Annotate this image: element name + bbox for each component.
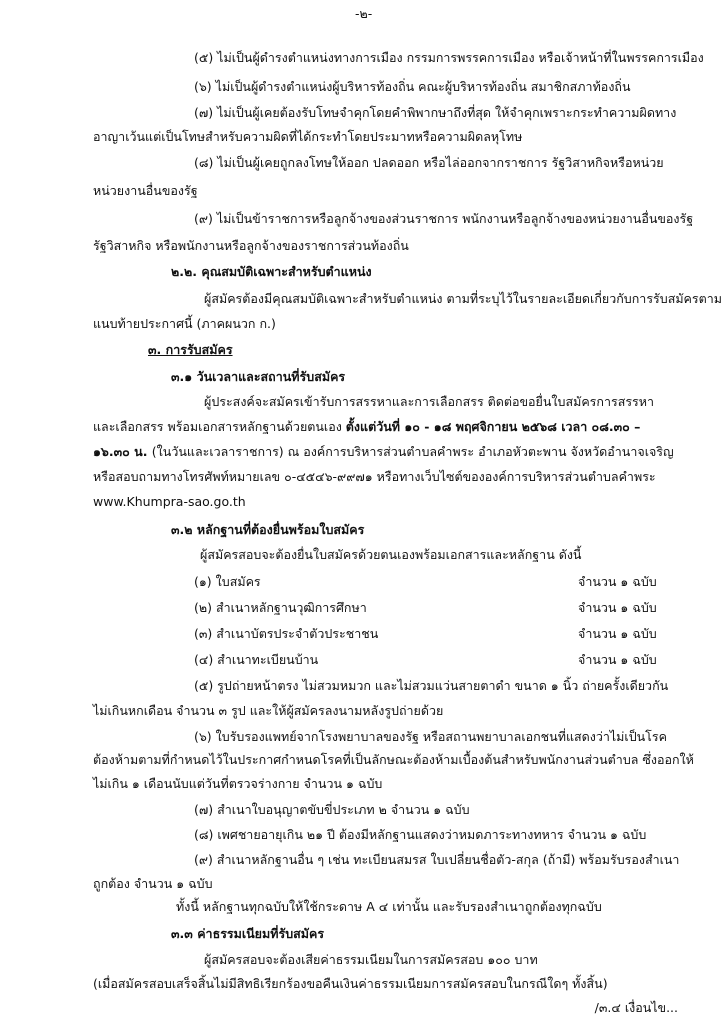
document-item-5-line-1: (๕) รูปถ่ายหน้าตรง ไม่สวมหมวก และไม่สวมแว่นสายตาดำ ขนาด ๑ นิ้ว ถ่ายครั้งเดียวกัน bbox=[194, 678, 669, 693]
document-item-4: (๔) สำเนาทะเบียนบ้าน bbox=[194, 652, 319, 667]
qualification-8-line-1: (๘) ไม่เป็นผู้เคยถูกลงโทษให้ออก ปลดออก หรือไล่ออกจากราชการ รัฐวิสาหกิจหรือหน่วย bbox=[194, 155, 664, 170]
section-3-1-heading: ๓.๑ วันเวลาและสถานที่รับสมัคร bbox=[171, 369, 346, 384]
document-item-1-qty: จำนวน ๑ ฉบับ bbox=[578, 574, 657, 589]
section-3-3-line-2: (เมื่อสมัครสอบเสร็จสิ้นไม่มีสิทธิเรียกร้องขอคืนเงินค่าธรรมเนียมการสมัครสอบในกรณีใดๆ ทั้งสิ้น) bbox=[93, 976, 608, 991]
qualification-6: (๖) ไม่เป็นผู้ดำรงตำแหน่งผู้บริหารท้องถิ่น คณะผู้บริหารท้องถิ่น สมาชิกสภาท้องถิ่น bbox=[194, 79, 631, 94]
section-3-heading: ๓. การรับสมัคร bbox=[148, 342, 233, 357]
document-item-2: (๒) สำเนาหลักฐานวุฒิการศึกษา bbox=[194, 600, 367, 615]
document-item-1: (๑) ใบสมัคร bbox=[194, 574, 261, 589]
qualification-5: (๕) ไม่เป็นผู้ดำรงตำแหน่งทางการเมือง กรรมการพรรคการเมือง หรือเจ้าหน้าที่ในพรรคการเมือง bbox=[194, 50, 704, 65]
qualification-8-line-2: หน่วยงานอื่นของรัฐ bbox=[93, 183, 198, 198]
document-item-9-line-2: ถูกต้อง จำนวน ๑ ฉบับ bbox=[93, 876, 213, 891]
document-item-6-line-2: ต้องห้ามตามที่กำหนดไว้ในประกาศกำหนดโรคที่เป็นลักษณะต้องห้ามเบื้องต้นสำหรับพนักงานส่วนตำบล ซึ่งออกให้ bbox=[93, 752, 694, 767]
document-note: ทั้งนี้ หลักฐานทุกฉบับให้ใช้กระดาษ A ๔ เท่านั้น และรับรองสำเนาถูกต้องทุกฉบับ bbox=[176, 899, 602, 914]
section-3-1-line-3: ๑๖.๓๐ น. (ในวันและเวลาราชการ) ณ องค์การบริหารส่วนตำบลคำพระ อำเภอหัวตะพาน จังหวัดอำนาจเจริญ bbox=[93, 444, 674, 459]
website-url: www.Khumpra-sao.go.th bbox=[93, 494, 246, 509]
application-date-range: ตั้งแต่วันที่ ๑๐ - ๑๘ พฤศจิกายน ๒๕๖๘ เวลา ๐๘.๓๐ – bbox=[345, 419, 641, 434]
section-3-1-line-1: ผู้ประสงค์จะสมัครเข้ารับการสรรหาและการเลือกสรร ติดต่อขอยื่นใบสมัครการสรรหา bbox=[204, 394, 655, 409]
document-item-3: (๓) สำเนาบัตรประจำตัวประชาชน bbox=[194, 626, 379, 641]
document-item-6-line-1: (๖) ใบรับรองแพทย์จากโรงพยาบาลของรัฐ หรือสถานพยาบาลเอกชนที่แสดงว่าไม่เป็นโรค bbox=[194, 729, 667, 744]
qualification-7-line-2: อาญาเว้นแต่เป็นโทษสำหรับความผิดที่ได้กระทำโดยประมาทหรือความผิดลหุโทษ bbox=[93, 129, 523, 144]
section-3-2-heading: ๓.๒ หลักฐานที่ต้องยื่นพร้อมใบสมัคร bbox=[171, 522, 365, 537]
qualification-9-line-2: รัฐวิสาหกิจ หรือพนักงานหรือลูกจ้างของราชการส่วนท้องถิ่น bbox=[93, 238, 409, 253]
document-item-9-line-1: (๙) สำเนาหลักฐานอื่น ๆ เช่น ทะเบียนสมรส ใบเปลี่ยนชื่อตัว-สกุล (ถ้ามี) พร้อมรับรองสำเนา bbox=[194, 852, 680, 867]
document-item-7: (๗) สำเนาใบอนุญาตขับขี่ประเภท ๒ จำนวน ๑ ฉบับ bbox=[194, 802, 470, 817]
document-item-3-qty: จำนวน ๑ ฉบับ bbox=[578, 626, 657, 641]
application-time-end: ๑๖.๓๐ น. bbox=[93, 444, 152, 459]
qualification-9-line-1: (๙) ไม่เป็นข้าราชการหรือลูกจ้างของส่วนราชการ พนักงานหรือลูกจ้างของหน่วยงานอื่นของรัฐ bbox=[194, 211, 694, 226]
section-2-2-line-1: ผู้สมัครต้องมีคุณสมบัติเฉพาะสำหรับตำแหน่ง ตามที่ระบุไว้ในรายละเอียดเกี่ยวกับการรับสมัครตาม bbox=[204, 291, 723, 306]
section-2-2-heading: ๒.๒. คุณสมบัติเฉพาะสำหรับตำแหน่ง bbox=[171, 264, 372, 279]
page-number: -๒- bbox=[355, 6, 373, 21]
document-item-5-line-2: ไม่เกินหกเดือน จำนวน ๓ รูป และให้ผู้สมัครลงนามหลังรูปถ่ายด้วย bbox=[93, 703, 444, 718]
document-item-2-qty: จำนวน ๑ ฉบับ bbox=[578, 600, 657, 615]
section-3-3-heading: ๓.๓ ค่าธรรมเนียมที่รับสมัคร bbox=[171, 926, 325, 941]
section-3-1-line-4: หรือสอบถามทางโทรศัพท์หมายเลข ๐-๔๕๔๖-๙๙๗๑ หรือทางเว็บไซต์ขององค์การบริหารส่วนตำบลคำพระ bbox=[93, 469, 656, 484]
section-3-2-intro: ผู้สมัครสอบจะต้องยื่นใบสมัครด้วยตนเองพร้อมเอกสารและหลักฐาน ดังนี้ bbox=[200, 547, 582, 562]
section-2-2-line-2: แนบท้ายประกาศนี้ (ภาคผนวก ก.) bbox=[93, 316, 276, 331]
section-3-1-line-2: และเลือกสรร พร้อมเอกสารหลักฐานด้วยตนเอง ตั้งแต่วันที่ ๑๐ - ๑๘ พฤศจิกายน ๒๕๖๘ เวลา ๐๘.๓๐ – bbox=[93, 419, 641, 434]
document-item-8: (๘) เพศชายอายุเกิน ๒๑ ปี ต้องมีหลักฐานแสดงว่าหมดภาระทางทหาร จำนวน ๑ ฉบับ bbox=[194, 827, 647, 842]
document-item-6-line-3: ไม่เกิน ๑ เดือนนับแต่วันที่ตรวจร่างกาย จำนวน ๑ ฉบับ bbox=[93, 776, 383, 791]
continuation-note: /๓.๔ เงื่อนไข... bbox=[594, 1000, 678, 1015]
qualification-7-line-1: (๗) ไม่เป็นผู้เคยต้องรับโทษจำคุกโดยคำพิพากษาถึงที่สุด ให้จำคุกเพราะกระทำความผิดทาง bbox=[194, 105, 677, 120]
document-item-4-qty: จำนวน ๑ ฉบับ bbox=[578, 652, 657, 667]
section-3-3-line-1: ผู้สมัครสอบจะต้องเสียค่าธรรมเนียมในการสมัครสอบ ๑๐๐ บาท bbox=[204, 952, 538, 967]
